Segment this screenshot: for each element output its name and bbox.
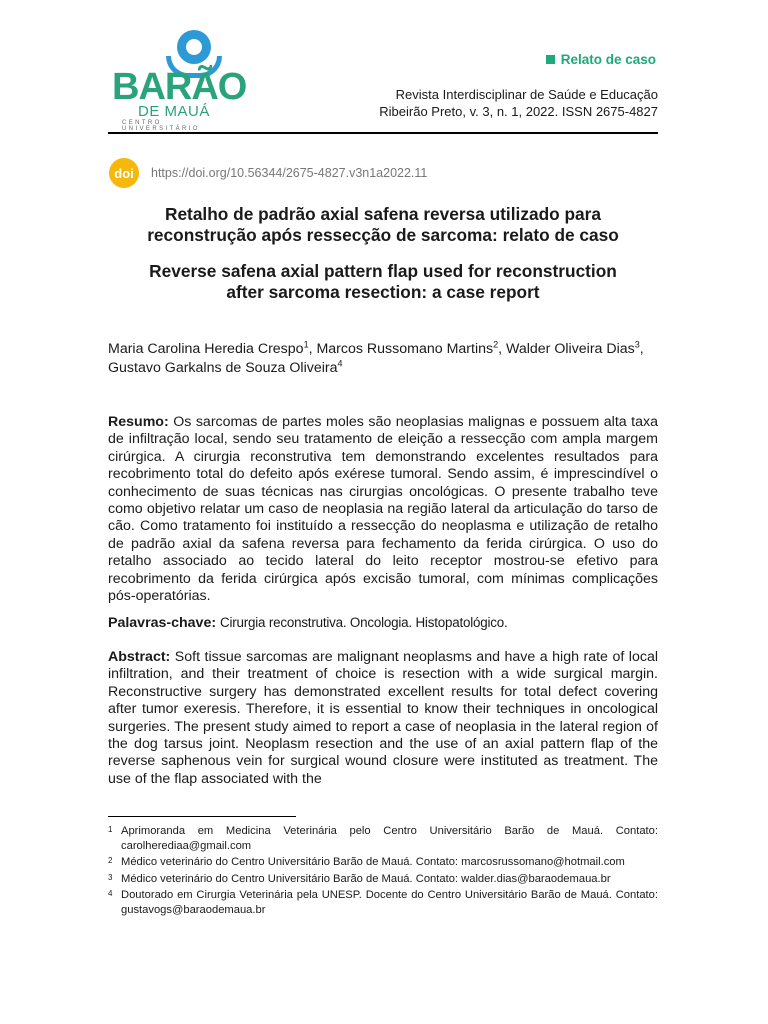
footnote-text: Médico veterinário do Centro Universitário Barão de Mauá. Contato: marcosrussomano@hotmail.com (121, 856, 625, 869)
title-pt-line2: reconstrução após ressecção de sarcoma: relato de caso (147, 225, 619, 245)
doi-row (109, 158, 427, 188)
footnotes (108, 824, 658, 920)
author: Maria Carolina Heredia Crespo$^1$, (108, 339, 317, 357)
footnote-number: 2 (108, 856, 113, 866)
footnote-number: 4 (108, 889, 113, 899)
keywords-text: Cirurgia reconstrutiva. Oncologia. Histopatológico. (220, 615, 508, 630)
journal-info (379, 86, 658, 120)
doi-icon: doi (109, 158, 139, 188)
abstract-paragraph (108, 649, 658, 788)
title-english (108, 261, 658, 303)
square-icon (546, 55, 555, 64)
footnote (108, 855, 658, 870)
footnote-number: 3 (108, 872, 113, 882)
journal-issue: Ribeirão Preto, v. 3, n. 1, 2022. ISSN 2675-4827 (379, 104, 658, 119)
footnote-number: 1 (108, 825, 113, 834)
title-pt-line1: Retalho de padrão axial safena reversa utilizado para (164, 204, 602, 224)
author: Walder Oliveira Dias$^3$, (506, 339, 644, 357)
resumo-paragraph (108, 414, 658, 605)
abstract-label: Abstract: (108, 649, 171, 665)
author: Marcos Russomano Martins$^2$, (316, 339, 506, 357)
article-type-label: Relato de caso (560, 52, 656, 67)
resumo-text: Os sarcomas de partes moles são neoplasias malignas e possuem alta taxa de infiltração local, sendo seu tratamento de eleição a ressecção com ampla margem cirúrgica. A cirurgia reconstrutiva tem demonstrando excelentes resultados para recobrimento total do defeito após exérese tumoral. Sendo assim, é imprescindível o conhecimento de suas técnicas nas cirurgias oncológicas. O presente trabalho teve como objetivo relatar um caso de neoplasia na região lateral da articulação do tarso de cão. Como tratamento foi instituído a ressecção do neoplasma e utilização de retalho de padrão axial da safena reversa para fechamento da ferida cirúrgica. O uso do retalho associado ao tecido lateral do leito receptor mostrou-se efetivo para recobrimento da ferida cirúrgica após excisão tumoral, com mínimas complicações pós-operatórias. (108, 414, 658, 605)
keywords-paragraph (108, 614, 658, 632)
doi-link[interactable]: https://doi.org/10.56344/2675-4827.v3n1a2022.11 (151, 166, 428, 180)
footnote-text: Aprimoranda em Medicina Veterinária pelo Centro Universitário Barão de Mauá. Contato: carolherediaa@gmail.com (121, 825, 658, 852)
article-type-tag (546, 52, 656, 67)
title-en-line2: after sarcoma resection: a case report (226, 282, 540, 302)
title-portuguese (108, 204, 658, 246)
institution-logo (108, 28, 247, 132)
footnote-text: Médico veterinário do Centro Universitário Barão de Mauá. Contato: walder.dias@baraodemaua.br (121, 872, 611, 885)
footnote-text: Doutorado em Cirurgia Veterinária pela UNESP. Docente do Centro Universitário Barão de Mauá. Contato: gustavogs@baraodemaua.br (121, 889, 658, 916)
journal-name: Revista Interdisciplinar de Saúde e Educação (395, 87, 658, 102)
header-divider (108, 132, 658, 134)
title-en-line1: Reverse safena axial pattern flap used for reconstruction (149, 261, 617, 281)
logo-subtitle: DE MAUÁ (138, 103, 210, 120)
footnote (108, 888, 658, 917)
footnote-divider (108, 816, 296, 817)
keywords-label: Palavras-chave: (108, 615, 217, 631)
logo-caption: CENTRO UNIVERSITÁRIO (122, 120, 200, 132)
author: Gustavo Garkalns de Souza Oliveira$^4$ (108, 358, 343, 376)
author-list (108, 340, 658, 378)
logo-wordmark: BARÃO (112, 66, 247, 108)
abstract-text: Soft tissue sarcomas are malignant neoplasms and have a high rate of local infiltration, and their treatment of choice is resection with a wide surgical margin. Reconstructive surgery has demonstrated excellent results for total defect covering after tumor exeresis. Therefore, it is essential to know their techniques in oncological surgeries. The present study aimed to report a case of neoplasia in the lateral region of the dog tarsus joint. Neoplasm resection and the use of an axial pattern flap of the reverse saphenous vein for surgical wound closure were instituted as treatment. The use of the flap associated with the (108, 649, 658, 787)
footnote (108, 824, 658, 853)
footnote (108, 872, 658, 887)
resumo-label: Resumo: (108, 414, 169, 430)
